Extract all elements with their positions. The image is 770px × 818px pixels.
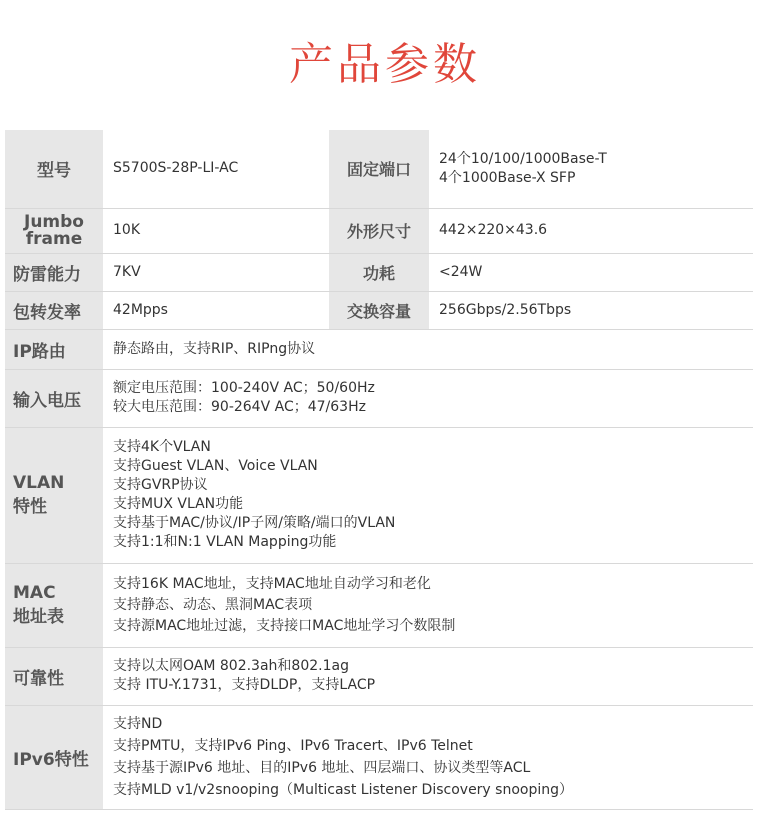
table-row bbox=[5, 369, 753, 427]
table-row bbox=[5, 130, 753, 208]
spec-value: 额定电压范围：100-240V AC；50/60Hz 较大电压范围：90-264V AC；47/63Hz bbox=[103, 369, 753, 427]
page-title: 产品参数 bbox=[289, 39, 481, 90]
spec-label: 功耗 bbox=[329, 253, 429, 291]
spec-value: 442×220×43.6 bbox=[429, 208, 753, 253]
table-row bbox=[5, 208, 753, 253]
spec-table bbox=[5, 130, 753, 810]
table-row bbox=[5, 647, 753, 705]
table-row bbox=[5, 329, 753, 369]
spec-value: 10K bbox=[103, 208, 329, 253]
spec-label: 外形尺寸 bbox=[329, 208, 429, 253]
table-row bbox=[5, 563, 753, 647]
spec-value: 静态路由，支持RIP、RIPng协议 bbox=[103, 329, 753, 369]
table-row bbox=[5, 705, 753, 809]
spec-label: 可靠性 bbox=[5, 647, 103, 705]
spec-label: 固定端口 bbox=[329, 130, 429, 208]
spec-label: 防雷能力 bbox=[5, 253, 103, 291]
spec-label: 型号 bbox=[5, 130, 103, 208]
spec-value: 42Mpps bbox=[103, 291, 329, 329]
spec-value: 7KV bbox=[103, 253, 329, 291]
spec-label: Jumbo frame bbox=[5, 208, 103, 253]
spec-label: MAC 地址表 bbox=[5, 563, 103, 647]
spec-label: IPv6特性 bbox=[5, 705, 103, 809]
spec-value: 支持以太网OAM 802.3ah和802.1ag 支持 ITU-Y.1731，支持DLDP，支持LACP bbox=[103, 647, 753, 705]
spec-value: 24个10/100/1000Base-T 4个1000Base-X SFP bbox=[429, 130, 753, 208]
table-row bbox=[5, 253, 753, 291]
spec-value: <24W bbox=[429, 253, 753, 291]
table-row bbox=[5, 291, 753, 329]
spec-value: 支持4K个VLAN 支持Guest VLAN、Voice VLAN 支持GVRP协议 支持MUX VLAN功能 支持基于MAC/协议/IP子网/策略/端口的VLAN 支持1:1和N:1 VLAN Mapping功能 bbox=[103, 427, 753, 563]
spec-value: 256Gbps/2.56Tbps bbox=[429, 291, 753, 329]
spec-label: 交换容量 bbox=[329, 291, 429, 329]
spec-value: S5700S-28P-LI-AC bbox=[103, 130, 329, 208]
spec-value: 支持ND 支持PMTU，支持IPv6 Ping、IPv6 Tracert、IPv6 Telnet 支持基于源IPv6 地址、目的IPv6 地址、四层端口、协议类型等ACL 支持MLD v1/v2snooping（Multicast Listener Discovery snooping） bbox=[103, 705, 753, 809]
table-row bbox=[5, 427, 753, 563]
spec-label: 输入电压 bbox=[5, 369, 103, 427]
spec-label: VLAN 特性 bbox=[5, 427, 103, 563]
spec-label: IP路由 bbox=[5, 329, 103, 369]
spec-value: 支持16K MAC地址，支持MAC地址自动学习和老化 支持静态、动态、黑洞MAC表项 支持源MAC地址过滤，支持接口MAC地址学习个数限制 bbox=[103, 563, 753, 647]
spec-label: 包转发率 bbox=[5, 291, 103, 329]
